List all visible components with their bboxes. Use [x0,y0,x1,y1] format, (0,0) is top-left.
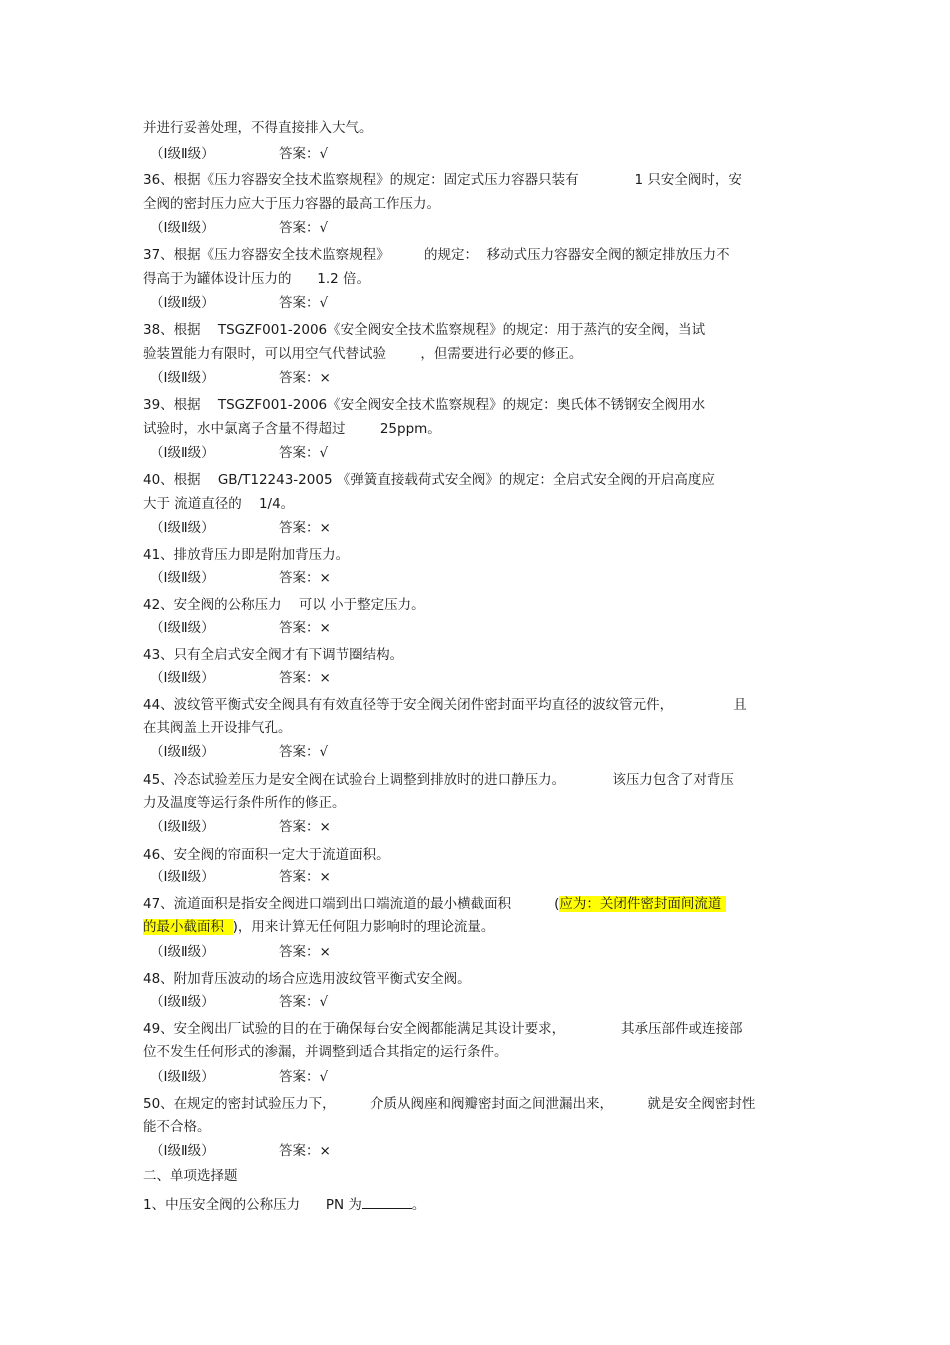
text-line: 力及温度等运行条件所作的修正。 [143,795,346,811]
question-41: 41、排放背压力即是附加背压力。 [143,547,350,563]
answer: 答案：× [279,370,331,386]
text-line: 全阀的密封压力应大于压力容器的最高工作压力。 [143,196,440,212]
answer: 答案：× [279,670,331,686]
level-line: （Ⅰ级Ⅱ级） [150,944,215,960]
level-line: （Ⅰ级Ⅱ级） [150,994,215,1010]
section-heading: 二、单项选择题 [143,1168,238,1184]
answer-mark: √ [319,146,329,162]
answer-mark: √ [319,744,329,760]
answer: 答案：√ [279,744,329,760]
answer-mark: √ [319,994,329,1010]
text-line: 在其阀盖上开设排气孔。 [143,720,292,736]
choice-question-1: 1、中压安全阀的公称压力 PN 为 。 [143,1197,426,1213]
level-line: （Ⅰ级Ⅱ级） [150,620,215,636]
answer: 答案：× [279,819,331,835]
answer-mark: × [319,620,331,636]
level-line: （Ⅰ级Ⅱ级） [150,1069,215,1085]
answer: 答案：× [279,570,331,586]
question-37: 37、根据《压力容器安全技术监察规程》 的规定： 移动式压力容器安全阀的额定排放压力不 [143,247,730,263]
level-line: （Ⅰ级Ⅱ级） [150,570,215,586]
text-line: 试验时，水中氯离子含量不得超过 25ppm。 [143,421,441,437]
level-line: （Ⅰ级Ⅱ级） [150,744,215,760]
question-39: 39、根据 TSGZF001-2006《安全阀安全技术监察规程》的规定：奥氏体不锈钢安全阀用水 [143,397,706,413]
level-line: （Ⅰ级Ⅱ级） [150,520,215,536]
answer: 答案：√ [279,220,329,236]
question-38: 38、根据 TSGZF001-2006《安全阀安全技术监察规程》的规定：用于蒸汽的安全阀，当试 [143,322,706,338]
level-line: （Ⅰ级Ⅱ级） [150,445,215,461]
answer-mark: × [319,819,331,835]
level-line [150,145,215,163]
answer-mark: × [319,670,331,686]
answer-mark: √ [319,295,329,311]
answer-mark: × [319,869,331,885]
highlighted-correction: 应为：关闭件密封面间流道 [559,896,726,912]
level-line: （Ⅰ级Ⅱ级） [150,370,215,386]
level-line: （Ⅰ级Ⅱ级） [150,819,215,835]
answer: 答案：× [279,520,331,536]
answer: 答案：√ [279,295,329,311]
answer: 答案：√ [279,146,329,162]
answer-mark: × [319,944,331,960]
question-48: 48、附加背压波动的场合应选用波纹管平衡式安全阀。 [143,971,471,987]
answer: 答案：× [279,944,331,960]
text-line: 得高于为罐体设计压力的 1.2 倍。 [143,271,371,287]
level-line: （Ⅰ级Ⅱ级） [150,220,215,236]
text-line: 的最小截面积 )，用来计算无任何阻力影响时的理论流量。 [143,919,495,935]
text-line: 能不合格。 [143,1119,211,1135]
answer: 答案：× [279,1143,331,1159]
level-line: （Ⅰ级Ⅱ级） [150,295,215,311]
question-36: 36、根据《压力容器安全技术监察规程》的规定：固定式压力容器只装有 1 只安全阀时，安 [143,172,742,188]
level-line: （Ⅰ级Ⅱ级） [150,1143,215,1159]
level-line: （Ⅰ级Ⅱ级） [150,670,215,686]
text-line: 并进行妥善处理，不得直接排入大气。 [143,120,373,136]
answer: 答案：√ [279,445,329,461]
highlighted-correction: 的最小截面积 [143,919,233,935]
question-42: 42、安全阀的公称压力 可以 小于整定压力。 [143,597,425,613]
question-47: 47、流道面积是指安全阀进口端到出口端流道的最小横截面积 (应为：关闭件密封面间流道 [143,896,726,912]
level-label: （Ⅰ级Ⅱ级） [150,146,215,162]
answer: 答案：× [279,869,331,885]
answer-mark: √ [319,445,329,461]
answer: 答案：× [279,620,331,636]
answer: 答案：√ [279,994,329,1010]
question-45: 45、冷态试验差压力是安全阀在试验台上调整到排放时的进口静压力。 该压力包含了对背压 [143,772,734,788]
answer-mark: √ [319,220,329,236]
level-line: （Ⅰ级Ⅱ级） [150,869,215,885]
answer-blank [362,1195,412,1209]
text-line: 位不发生任何形式的渗漏，并调整到适合其指定的运行条件。 [143,1044,508,1060]
question-46: 46、安全阀的帘面积一定大于流道面积。 [143,847,390,863]
question-44: 44、波纹管平衡式安全阀具有有效直径等于安全阀关闭件密封面平均直径的波纹管元件， 且 [143,697,747,713]
text-line: 大于 流道直径的 1/4。 [143,496,295,512]
answer-mark: √ [319,1069,329,1085]
text-line: 验装置能力有限时，可以用空气代替试验 ，但需要进行必要的修正。 [143,346,583,362]
answer-mark: × [319,570,331,586]
answer-mark: × [319,370,331,386]
answer-mark: × [319,1143,331,1159]
question-50: 50、在规定的密封试验压力下， 介质从阀座和阀瓣密封面之间泄漏出来， 就是安全阀密封性 [143,1096,756,1112]
answer: 答案：√ [279,1069,329,1085]
answer-mark: × [319,520,331,536]
question-43: 43、只有全启式安全阀才有下调节圈结构。 [143,647,404,663]
question-49: 49、安全阀出厂试验的目的在于确保每台安全阀都能满足其设计要求， 其承压部件或连接部 [143,1021,743,1037]
question-40: 40、根据 GB/T12243-2005 《弹簧直接载荷式安全阀》的规定：全启式安全阀的开启高度应 [143,472,715,488]
